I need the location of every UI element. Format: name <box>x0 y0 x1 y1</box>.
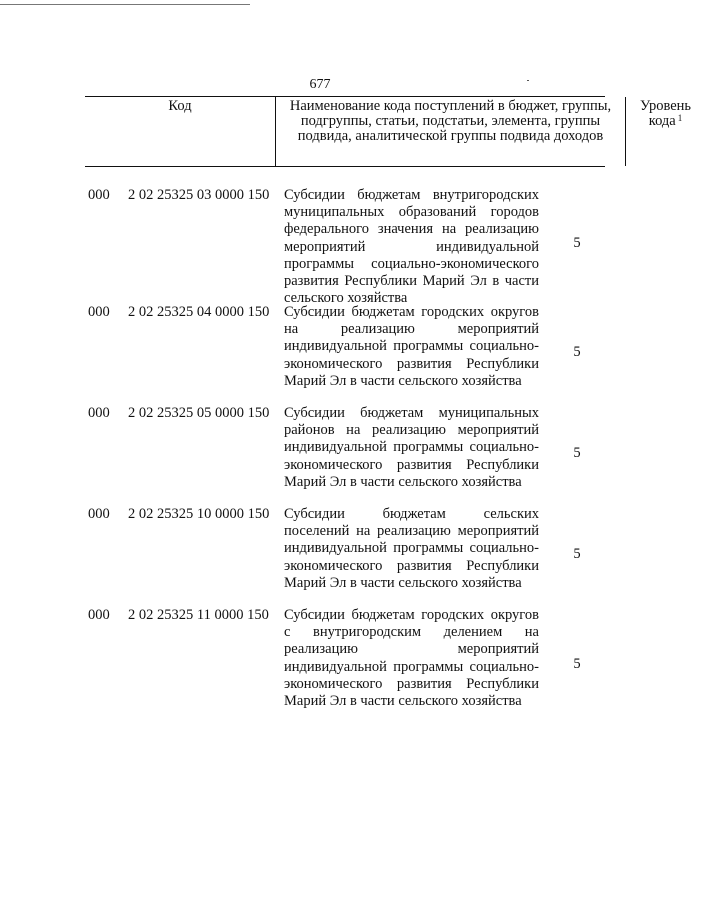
revenue-name: Субсидии бюджетам городских округов на реализацию мероприятий индивидуальной программы социально-экономического развития Республики Марий Эл в части сельского хозяйства <box>284 304 539 389</box>
revenue-code: 2 02 25325 05 0000 150 <box>128 405 270 421</box>
revenue-code: 2 02 25325 03 0000 150 <box>128 187 270 203</box>
code-level: 5 <box>573 546 581 562</box>
revenue-name: Субсидии бюджетам городских округов с внутригородским делением на реализацию мероприятий индивидуальной программы социально-экономического развития Республики Марий Эл в части сельского хозяйства <box>284 607 539 710</box>
admin-code: 000 <box>88 607 110 623</box>
admin-code: 000 <box>88 405 110 421</box>
table-header <box>85 96 692 167</box>
revenue-name: Субсидии бюджетам сельских поселений на реализацию мероприятий индивидуальной программы социально-экономического развития Республики Марий Эл в части сельского хозяйства <box>284 506 539 591</box>
revenue-code: 2 02 25325 11 0000 150 <box>128 607 269 623</box>
header-code: Код <box>168 98 192 114</box>
code-level: 5 <box>573 445 581 461</box>
header-name: Наименование кода поступлений в бюджет, группы, подгруппы, статьи, подстатьи, элемента, группы подвида, аналитической группы подвида доходов <box>275 97 626 166</box>
header-level-label: Уровень кода <box>639 98 692 129</box>
code-level: 5 <box>573 235 581 251</box>
code-level: 5 <box>573 344 581 360</box>
admin-code: 000 <box>88 187 110 203</box>
code-level: 5 <box>573 656 581 672</box>
header-level <box>626 97 705 166</box>
admin-code: 000 <box>88 506 110 522</box>
scan-edge-line <box>0 4 250 5</box>
admin-code: 000 <box>88 304 110 320</box>
revenue-name: Субсидии бюджетам внутригородских муниципальных образований городов федерального значения на реализацию мероприятий индивидуальной программы социально-экономического развития Республики Марий Эл в части сельского хозяйства <box>284 187 539 307</box>
revenue-name: Субсидии бюджетам муниципальных районов на реализацию мероприятий индивидуальной программы социально-экономического развития Республики Марий Эл в части сельского хозяйства <box>284 405 539 490</box>
header-level-footnote: 1 <box>677 113 683 123</box>
revenue-code: 2 02 25325 04 0000 150 <box>128 304 270 320</box>
page-number: 677 <box>309 77 331 92</box>
scan-speck <box>527 80 529 81</box>
revenue-code: 2 02 25325 10 0000 150 <box>128 506 270 522</box>
